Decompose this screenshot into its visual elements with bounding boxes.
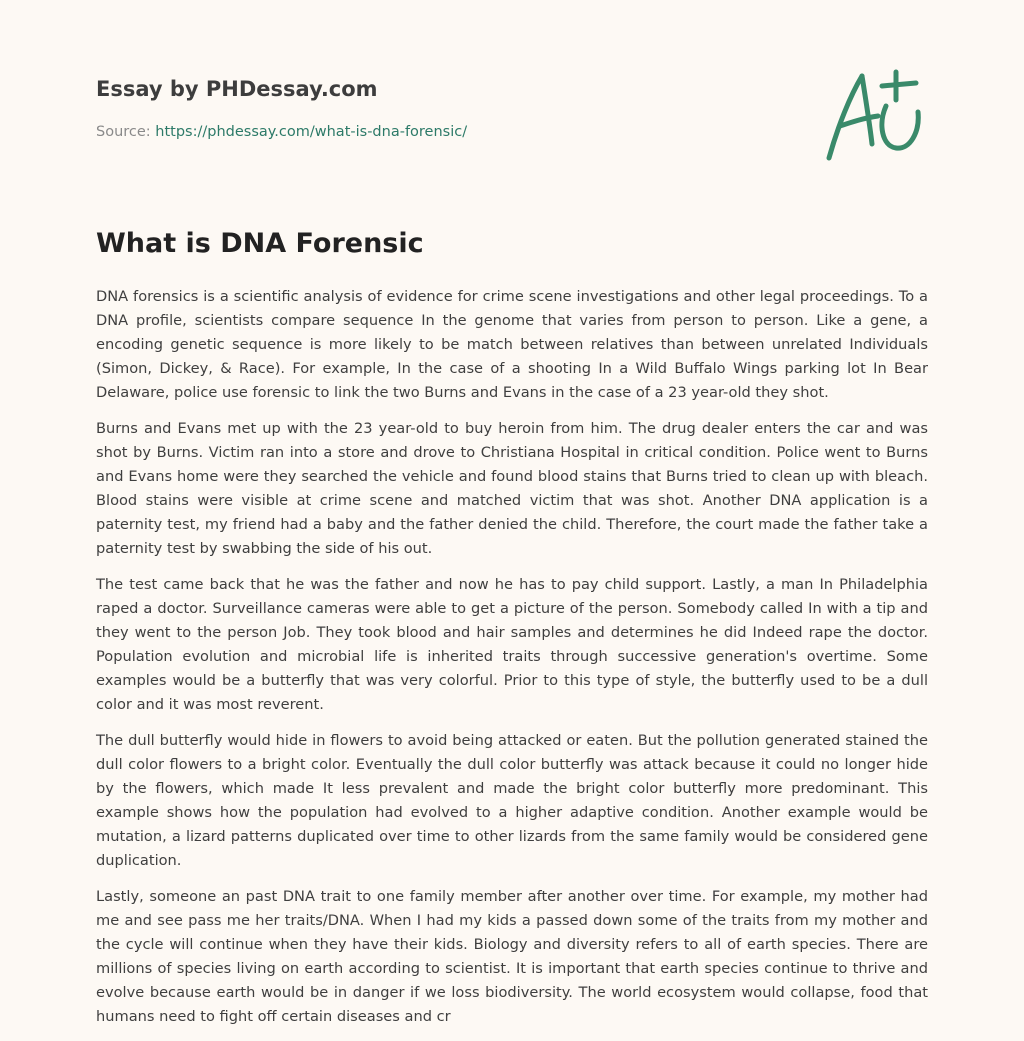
essay-paragraph: Lastly, someone an past DNA trait to one family member after another over time. For example, my mother had me and see pass me her traits/DNA. When I had my kids a passed down some of the traits from my mother and the cycle will continue when they have their kids. Biology and diversity refers to all of earth species. There are millions of species living on earth according to scientist. It is important that earth species continue to thrive and evolve because earth would be in danger if we loss biodiversity. The world ecosystem would collapse, food that humans need to fight off certain diseases and cr: [96, 888, 928, 1025]
source-label: Source:: [96, 124, 156, 140]
essay-paragraph: The test came back that he was the father and now he has to pay child support. Lastly, a man In Philadelphia raped a doctor. Surveillance cameras were able to get a picture of the person. Somebody called In with a tip and they went to the person Job. They took blood and hair samples and determines he did Indeed rape the doctor. Population evolution and microbial life is inherited traits through successive generation's overtime. Some examples would be a butterfly that was very colorful. Prior to this type of style, the butterfly used to be a dull color and it was most reverent.: [96, 576, 928, 713]
essay-title: What is DNA Forensic: [96, 228, 424, 259]
a-plus-logo-icon: [820, 66, 930, 166]
brand-name: Essay by PHDessay.com: [96, 77, 378, 101]
source-link[interactable]: https://phdessay.com/what-is-dna-forensic/: [155, 124, 468, 140]
essay-paragraph: The dull butterfly would hide in flowers to avoid being attacked or eaten. But the pollution generated stained the dull color flowers to a bright color. Eventually the dull color butterfly was attack because it could no longer hide by the flowers, which made It less prevalent and made the bright color butterfly more predominant. This example shows how the population had evolved to a higher adaptive condition. Another example would be mutation, a lizard patterns duplicated over time to other lizards from the same family would be considered gene duplication.: [96, 732, 928, 869]
essay-paragraph: DNA forensics is a scientific analysis of evidence for crime scene investigations and other legal proceedings. To a DNA profile, scientists compare sequence In the genome that varies from person to person. Like a gene, a encoding genetic sequence is more likely to be match between relatives than between unrelated Individuals (Simon, Dickey, & Race). For example, In the case of a shooting In a Wild Buffalo Wings parking lot In Bear Delaware, police use forensic to link the two Burns and Evans in the case of a 23 year-old they shot.: [96, 288, 928, 401]
essay-body: [96, 285, 928, 1041]
essay-paragraph: Burns and Evans met up with the 23 year-old to buy heroin from him. The drug dealer enters the car and was shot by Burns. Victim ran into a store and drove to Christiana Hospital in critical condition. Police went to Burns and Evans home were they searched the vehicle and found blood stains that Burns tried to clean up with bleach. Blood stains were visible at crime scene and matched victim that was shot. Another DNA application is a paternity test, my friend had a baby and the father denied the child. Therefore, the court made the father take a paternity test by swabbing the side of his out.: [96, 420, 928, 557]
page-header: [96, 74, 796, 142]
source-line: [96, 122, 796, 142]
